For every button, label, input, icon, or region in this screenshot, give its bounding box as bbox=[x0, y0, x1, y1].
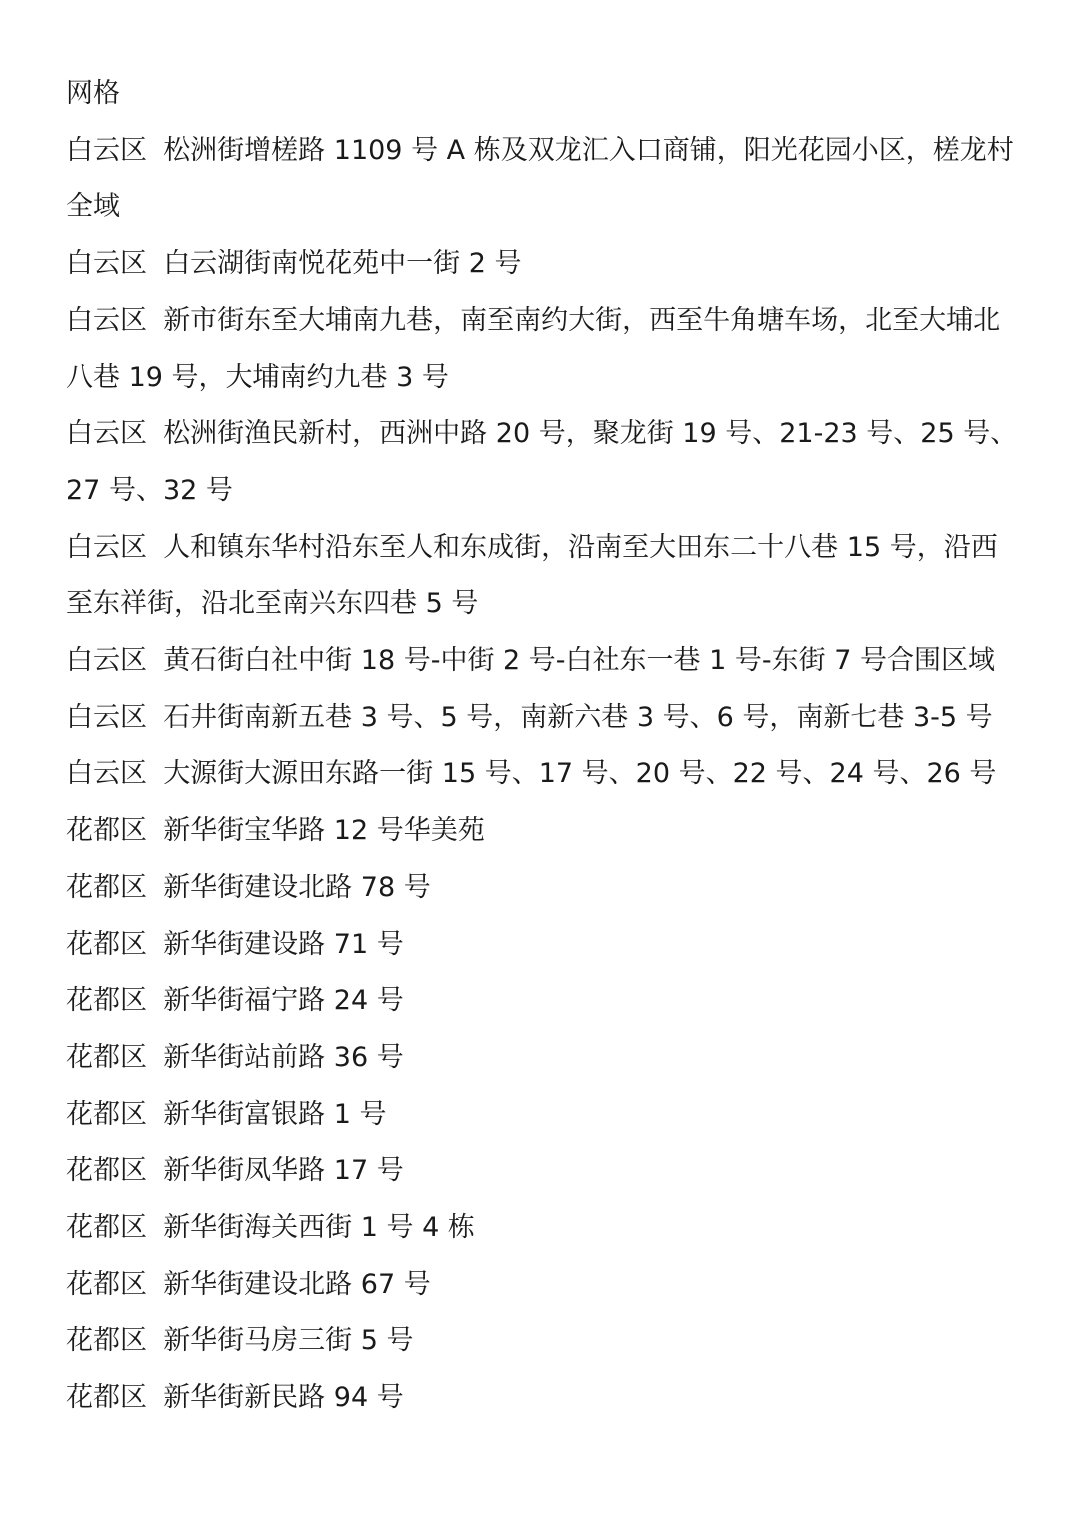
address-text: 新华街新民路 94 号 bbox=[163, 1382, 404, 1414]
district-label: 白云区 bbox=[66, 758, 147, 790]
district-label: 花都区 bbox=[66, 928, 147, 960]
list-item bbox=[66, 1087, 1020, 1144]
district-label: 花都区 bbox=[66, 871, 147, 903]
district-label: 花都区 bbox=[66, 1155, 147, 1187]
list-item bbox=[66, 123, 1020, 236]
address-text: 松洲街渔民新村，西洲中路 20 号，聚龙街 19 号、21-23 号、25 号、27 号、32 号 bbox=[66, 418, 1018, 506]
list-item bbox=[66, 1200, 1020, 1257]
address-text: 新华街站前路 36 号 bbox=[163, 1041, 404, 1073]
list-item bbox=[66, 746, 1020, 803]
district-label: 白云区 bbox=[66, 645, 147, 677]
address-text: 白云湖街南悦花苑中一街 2 号 bbox=[163, 248, 522, 280]
address-text: 松洲街增槎路 1109 号 A 栋及双龙汇入口商铺，阳光花园小区，槎龙村全域 bbox=[66, 134, 1014, 223]
district-label: 白云区 bbox=[66, 531, 147, 563]
district-label: 白云区 bbox=[66, 701, 147, 733]
page-heading: 网格 bbox=[66, 78, 120, 109]
address-text: 新华街马房三街 5 号 bbox=[163, 1325, 414, 1357]
address-text: 新华街富银路 1 号 bbox=[163, 1098, 387, 1130]
address-text: 人和镇东华村沿东至人和东成街，沿南至大田东二十八巷 15 号，沿西至东祥街，沿北至南兴东四巷 5 号 bbox=[66, 531, 998, 620]
list-item bbox=[66, 917, 1020, 974]
address-text: 黄石街白社中街 18 号-中街 2 号-白社东一巷 1 号-东街 7 号合围区域 bbox=[163, 645, 995, 677]
list-item bbox=[66, 633, 1020, 690]
list-item bbox=[66, 1143, 1020, 1200]
district-label: 白云区 bbox=[66, 304, 147, 336]
list-item bbox=[66, 236, 1020, 293]
district-label: 花都区 bbox=[66, 1212, 147, 1244]
address-text: 新华街建设北路 67 号 bbox=[163, 1268, 431, 1300]
district-label: 花都区 bbox=[66, 1268, 147, 1300]
list-item bbox=[66, 1313, 1020, 1370]
list-item bbox=[66, 293, 1020, 406]
district-label: 花都区 bbox=[66, 1382, 147, 1414]
grid-list bbox=[66, 123, 1020, 1427]
district-label: 花都区 bbox=[66, 985, 147, 1017]
district-label: 花都区 bbox=[66, 815, 147, 847]
list-item bbox=[66, 1030, 1020, 1087]
district-label: 白云区 bbox=[66, 418, 147, 450]
list-item bbox=[66, 1370, 1020, 1427]
district-label: 花都区 bbox=[66, 1041, 147, 1073]
list-item bbox=[66, 406, 1020, 519]
address-text: 新华街建设路 71 号 bbox=[163, 928, 404, 960]
address-text: 石井街南新五巷 3 号、5 号，南新六巷 3 号、6 号，南新七巷 3-5 号 bbox=[163, 701, 993, 733]
list-item bbox=[66, 1257, 1020, 1314]
district-label: 白云区 bbox=[66, 134, 147, 166]
list-item bbox=[66, 973, 1020, 1030]
address-text: 新华街凤华路 17 号 bbox=[163, 1155, 404, 1187]
address-text: 新华街海关西街 1 号 4 栋 bbox=[163, 1212, 475, 1244]
district-label: 花都区 bbox=[66, 1325, 147, 1357]
district-label: 花都区 bbox=[66, 1098, 147, 1130]
address-text: 新华街宝华路 12 号华美苑 bbox=[163, 815, 485, 847]
address-text: 新华街建设北路 78 号 bbox=[163, 871, 431, 903]
address-text: 新市街东至大埔南九巷，南至南约大街，西至牛角塘车场，北至大埔北八巷 19 号，大埔南约九巷 3 号 bbox=[66, 304, 1001, 393]
address-text: 新华街福宁路 24 号 bbox=[163, 985, 404, 1017]
list-item bbox=[66, 690, 1020, 747]
address-text: 大源街大源田东路一街 15 号、17 号、20 号、22 号、24 号、26 号 bbox=[163, 758, 997, 790]
district-label: 白云区 bbox=[66, 248, 147, 280]
list-item bbox=[66, 803, 1020, 860]
list-item bbox=[66, 520, 1020, 633]
list-item bbox=[66, 860, 1020, 917]
